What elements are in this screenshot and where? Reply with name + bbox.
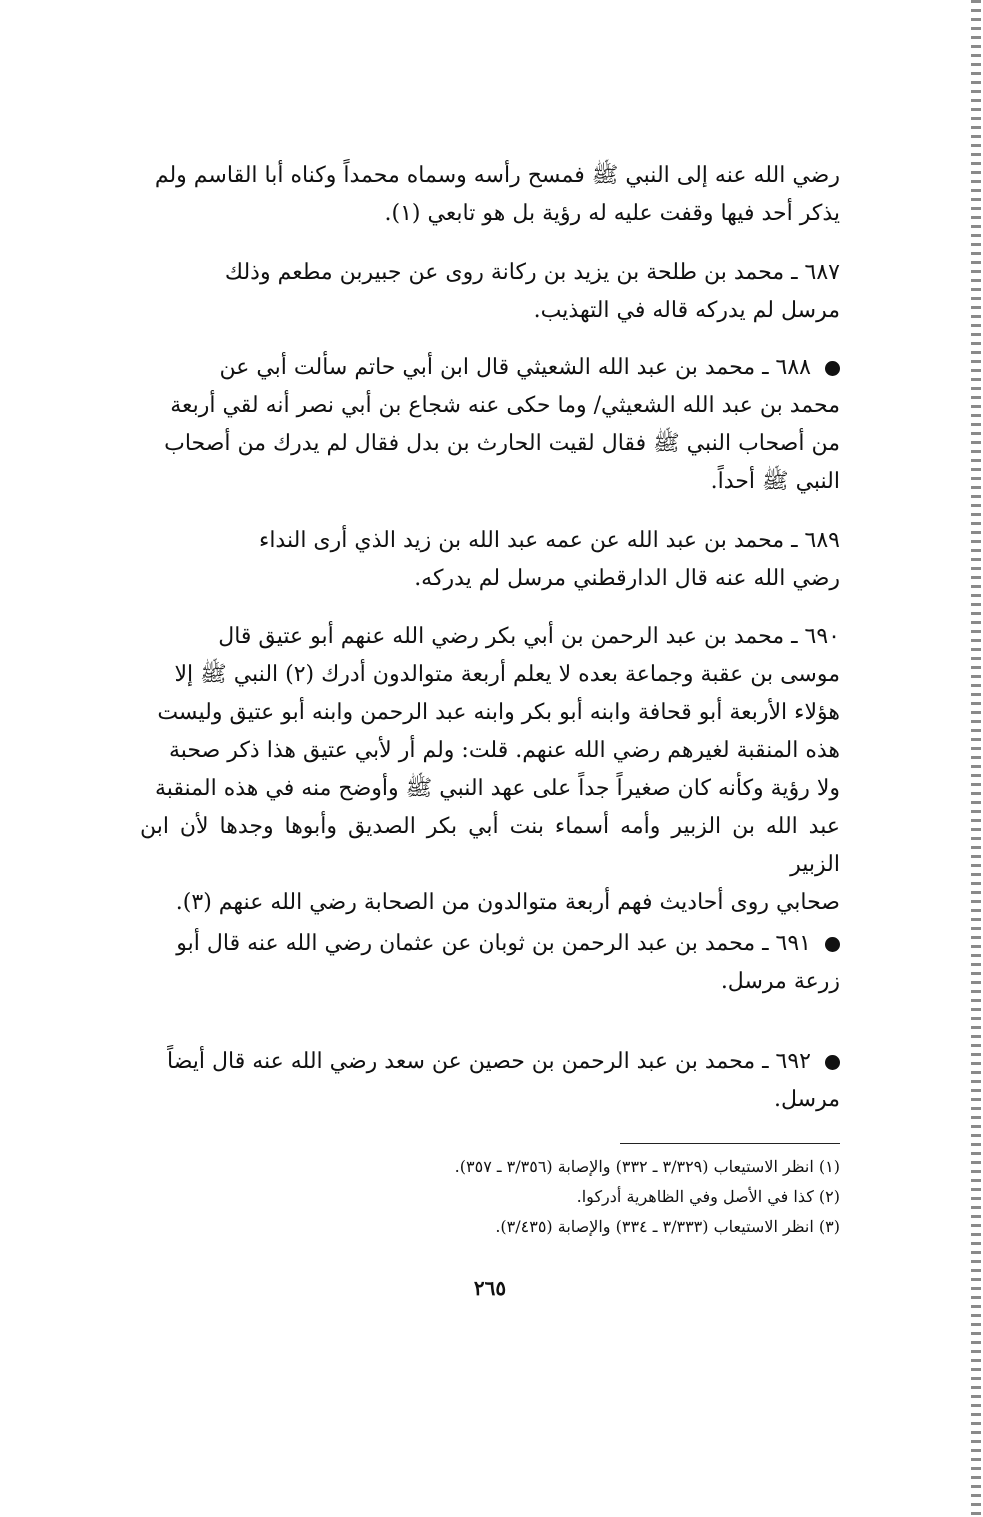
entry-line: هذه المنقبة لغيرهم رضي الله عنهم. قلت: ولم أر لأبي عتيق هذا ذكر صحبة xyxy=(169,738,840,763)
entry-line: ٦٩٠ ـ محمد بن عبد الرحمن بن أبي بكر رضي الله عنهم أبو عتيق قال xyxy=(218,624,840,649)
entry-line: ٦٩٢ ـ محمد بن عبد الرحمن بن حصين عن سعد رضي الله عنه قال أيضاً xyxy=(167,1049,811,1074)
entry-line: مرسل لم يدركه قاله في التهذيب. xyxy=(533,298,840,323)
footnote-2: (٢) كذا في الأصل وفي الظاهرية أدركوا. xyxy=(576,1187,840,1206)
entry-line: ٦٨٨ ـ محمد بن عبد الله الشعيثي قال ابن أبي حاتم سألت أبي عن xyxy=(219,355,811,380)
entry-continuation xyxy=(140,157,840,233)
entry-line: ٦٨٧ ـ محمد بن طلحة بن يزيد بن ركانة روى عن جبيربن مطعم وذلك xyxy=(224,260,840,285)
entry-line: يذكر أحد فيها وقفت عليه له رؤية بل هو تابعي (١). xyxy=(384,201,840,226)
entry-692 xyxy=(140,1043,840,1119)
entry-line: ولا رؤية وكأنه كان صغيراً جداً على عهد النبي ﷺ وأوضح منه في هذه المنقبة xyxy=(154,776,840,801)
entry-687 xyxy=(140,254,840,330)
entry-line: رضي الله عنه قال الدارقطني مرسل لم يدركه. xyxy=(414,566,840,591)
entry-line: النبي ﷺ أحداً. xyxy=(710,469,840,494)
entry-line: من أصحاب النبي ﷺ فقال لقيت الحارث بن بدل فقال لم يدرك من أصحاب xyxy=(164,431,840,456)
bullet-marker xyxy=(825,1055,840,1070)
entry-line: محمد بن عبد الله الشعيثي/ وما حكى عنه شجاع بن أبي نصر أنه لقي أربعة xyxy=(170,393,840,418)
entry-line: صحابي روى أحاديث فهم أربعة متوالدون من الصحابة رضي الله عنهم (٣). xyxy=(175,890,840,915)
entry-line: هؤلاء الأربعة أبو قحافة وابنه أبو بكر وابنه عبد الرحمن وابنه أبو عتيق وليست xyxy=(157,700,840,725)
entry-690 xyxy=(140,618,840,922)
footnote-3: (٣) انظر الاستيعاب (٣/٣٣٣ ـ ٣٣٤) والإصابة (٣/٤٣٥). xyxy=(495,1217,840,1236)
entry-line: ٦٩١ ـ محمد بن عبد الرحمن بن ثوبان عن عثمان رضي الله عنه قال أبو xyxy=(176,931,811,956)
entry-line: مرسل. xyxy=(773,1087,840,1112)
entry-line: ٦٨٩ ـ محمد بن عبد الله عن عمه عبد الله بن زيد الذي أرى النداء xyxy=(258,528,840,553)
entry-line: عبد الله بن الزبير وأمه أسماء بنت أبي بكر الصديق وأبوها وجدها لأن ابن الزبير xyxy=(140,814,840,877)
footnote-1: (١) انظر الاستيعاب (٣/٣٢٩ ـ ٣٣٢) والإصابة (٣/٣٥٦ ـ ٣٥٧). xyxy=(454,1157,840,1176)
entry-line: زرعة مرسل. xyxy=(720,969,840,994)
entry-689 xyxy=(140,522,840,598)
footnote-separator xyxy=(620,1143,840,1144)
bullet-marker xyxy=(825,361,840,376)
page-number: ٢٦٥ xyxy=(473,1276,507,1300)
entry-691 xyxy=(140,925,840,1001)
binding-edge xyxy=(971,0,981,1517)
entry-line: موسى بن عقبة وجماعة بعده لا يعلم أربعة متوالدون أدرك (٢) النبي ﷺ إلا xyxy=(174,662,840,687)
footnotes xyxy=(140,1152,840,1242)
entry-688 xyxy=(140,349,840,501)
bullet-marker xyxy=(825,937,840,952)
entry-line: رضي الله عنه إلى النبي ﷺ فمسح رأسه وسماه محمداً وكناه أبا القاسم ولم xyxy=(154,163,840,188)
